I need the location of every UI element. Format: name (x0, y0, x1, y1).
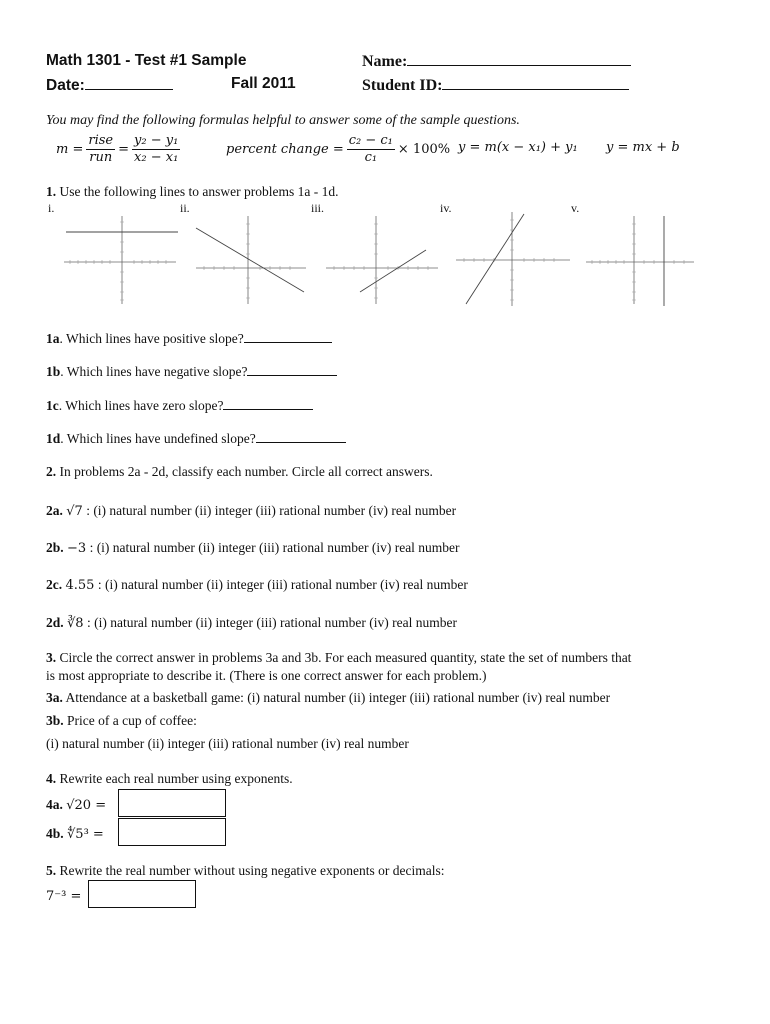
formula-intro: You may find the following formulas helpful to answer some of the sample questions. (46, 113, 520, 128)
q2d: 2d. ∛8 : (i) natural number (ii) integer (iii) rational number (iv) real number (46, 615, 457, 631)
term-label: Fall 2011 (231, 75, 296, 92)
line-iv (466, 214, 524, 304)
axis-ticks (70, 222, 166, 300)
graph-label-iv: iv. (440, 201, 452, 215)
q3-prompt-line2: is most appropriate to describe it. (There is one correct answer for each problem.) (46, 668, 487, 683)
student-id-field: Student ID: (362, 75, 629, 95)
student-id-blank[interactable] (442, 75, 629, 90)
percent-change-formula: percent change = $\frac{\text{c₂ − c₁}}{\text{c₁}}$ × 100% (226, 132, 451, 165)
q1b-answer-line[interactable] (247, 363, 337, 376)
q4-prompt: 4. Rewrite each real number using exponents. (46, 771, 293, 786)
q2c: 2c. 4.55 : (i) natural number (ii) integer (iii) rational number (iv) real number (46, 577, 468, 593)
q1d: 1d. Which lines have undefined slope? (46, 430, 346, 447)
graph-label-iii: iii. (311, 201, 325, 215)
q3b-options: (i) natural number (ii) integer (iii) rational number (iv) real number (46, 736, 409, 751)
name-field: Name: (362, 51, 631, 71)
graph-label-v: v. (571, 201, 580, 215)
line-ii (196, 228, 304, 292)
line-iii (360, 250, 426, 292)
q3b: 3b. Price of a cup of coffee: (46, 713, 197, 728)
q4a: 4a. √20 = (46, 797, 107, 813)
q2-prompt: 2. In problems 2a - 2d, classify each number. Circle all correct answers. (46, 464, 433, 479)
q1b: 1b. Which lines have negative slope? (46, 363, 337, 380)
slope-intercept-formula: y = mx + b (606, 140, 680, 155)
graph-ii (192, 212, 312, 308)
q1a-answer-line[interactable] (244, 330, 332, 343)
graph-iii (322, 212, 444, 308)
slope-formula: m = $\frac{\text{rise}}{\text{run}}$ = $\frac{\text{y₂ − y₁}}{\text{x₂ − x₁}}$ (56, 132, 179, 165)
graph-label-i: i. (48, 201, 55, 215)
q3a: 3a. Attendance at a basketball game: (i) natural number (ii) integer (iii) rational number (iv) real number (46, 690, 611, 705)
q5-prompt: 5. Rewrite the real number without using negative exponents or decimals: (46, 863, 445, 878)
graph-iv (454, 210, 574, 308)
q1-prompt: 1. Use the following lines to answer problems 1a - 1d. (46, 184, 339, 199)
name-blank[interactable] (407, 51, 631, 66)
date-label: Date: (46, 75, 173, 95)
q4a-answer-box[interactable] (118, 789, 226, 817)
q2a: 2a. √7 : (i) natural number (ii) integer (iii) rational number (iv) real number (46, 503, 457, 519)
q4b-answer-box[interactable] (118, 818, 226, 846)
q4b: 4b. ∜5³ = (46, 826, 104, 842)
point-slope-formula: y = m(x − x₁) + y₁ (458, 140, 578, 155)
q1a: 1a. Which lines have positive slope? (46, 330, 332, 347)
q1c: 1c. Which lines have zero slope? (46, 397, 313, 414)
q5-expr: 7⁻³ = (46, 889, 82, 904)
q1d-answer-line[interactable] (256, 430, 346, 443)
graph-v (584, 212, 698, 308)
q5-answer-box[interactable] (88, 880, 196, 908)
q2b: 2b. −3 : (i) natural number (ii) integer (iii) rational number (iv) real number (46, 540, 460, 556)
q3-prompt-line1: 3. Circle the correct answer in problems 3a and 3b. For each measured quantity, state the set of numbers that (46, 650, 632, 665)
course-title: Math 1301 - Test #1 Sample (46, 52, 247, 69)
graph-i (60, 212, 184, 308)
q1c-answer-line[interactable] (223, 397, 313, 410)
date-blank[interactable] (85, 75, 173, 90)
graph-label-ii: ii. (180, 201, 190, 215)
